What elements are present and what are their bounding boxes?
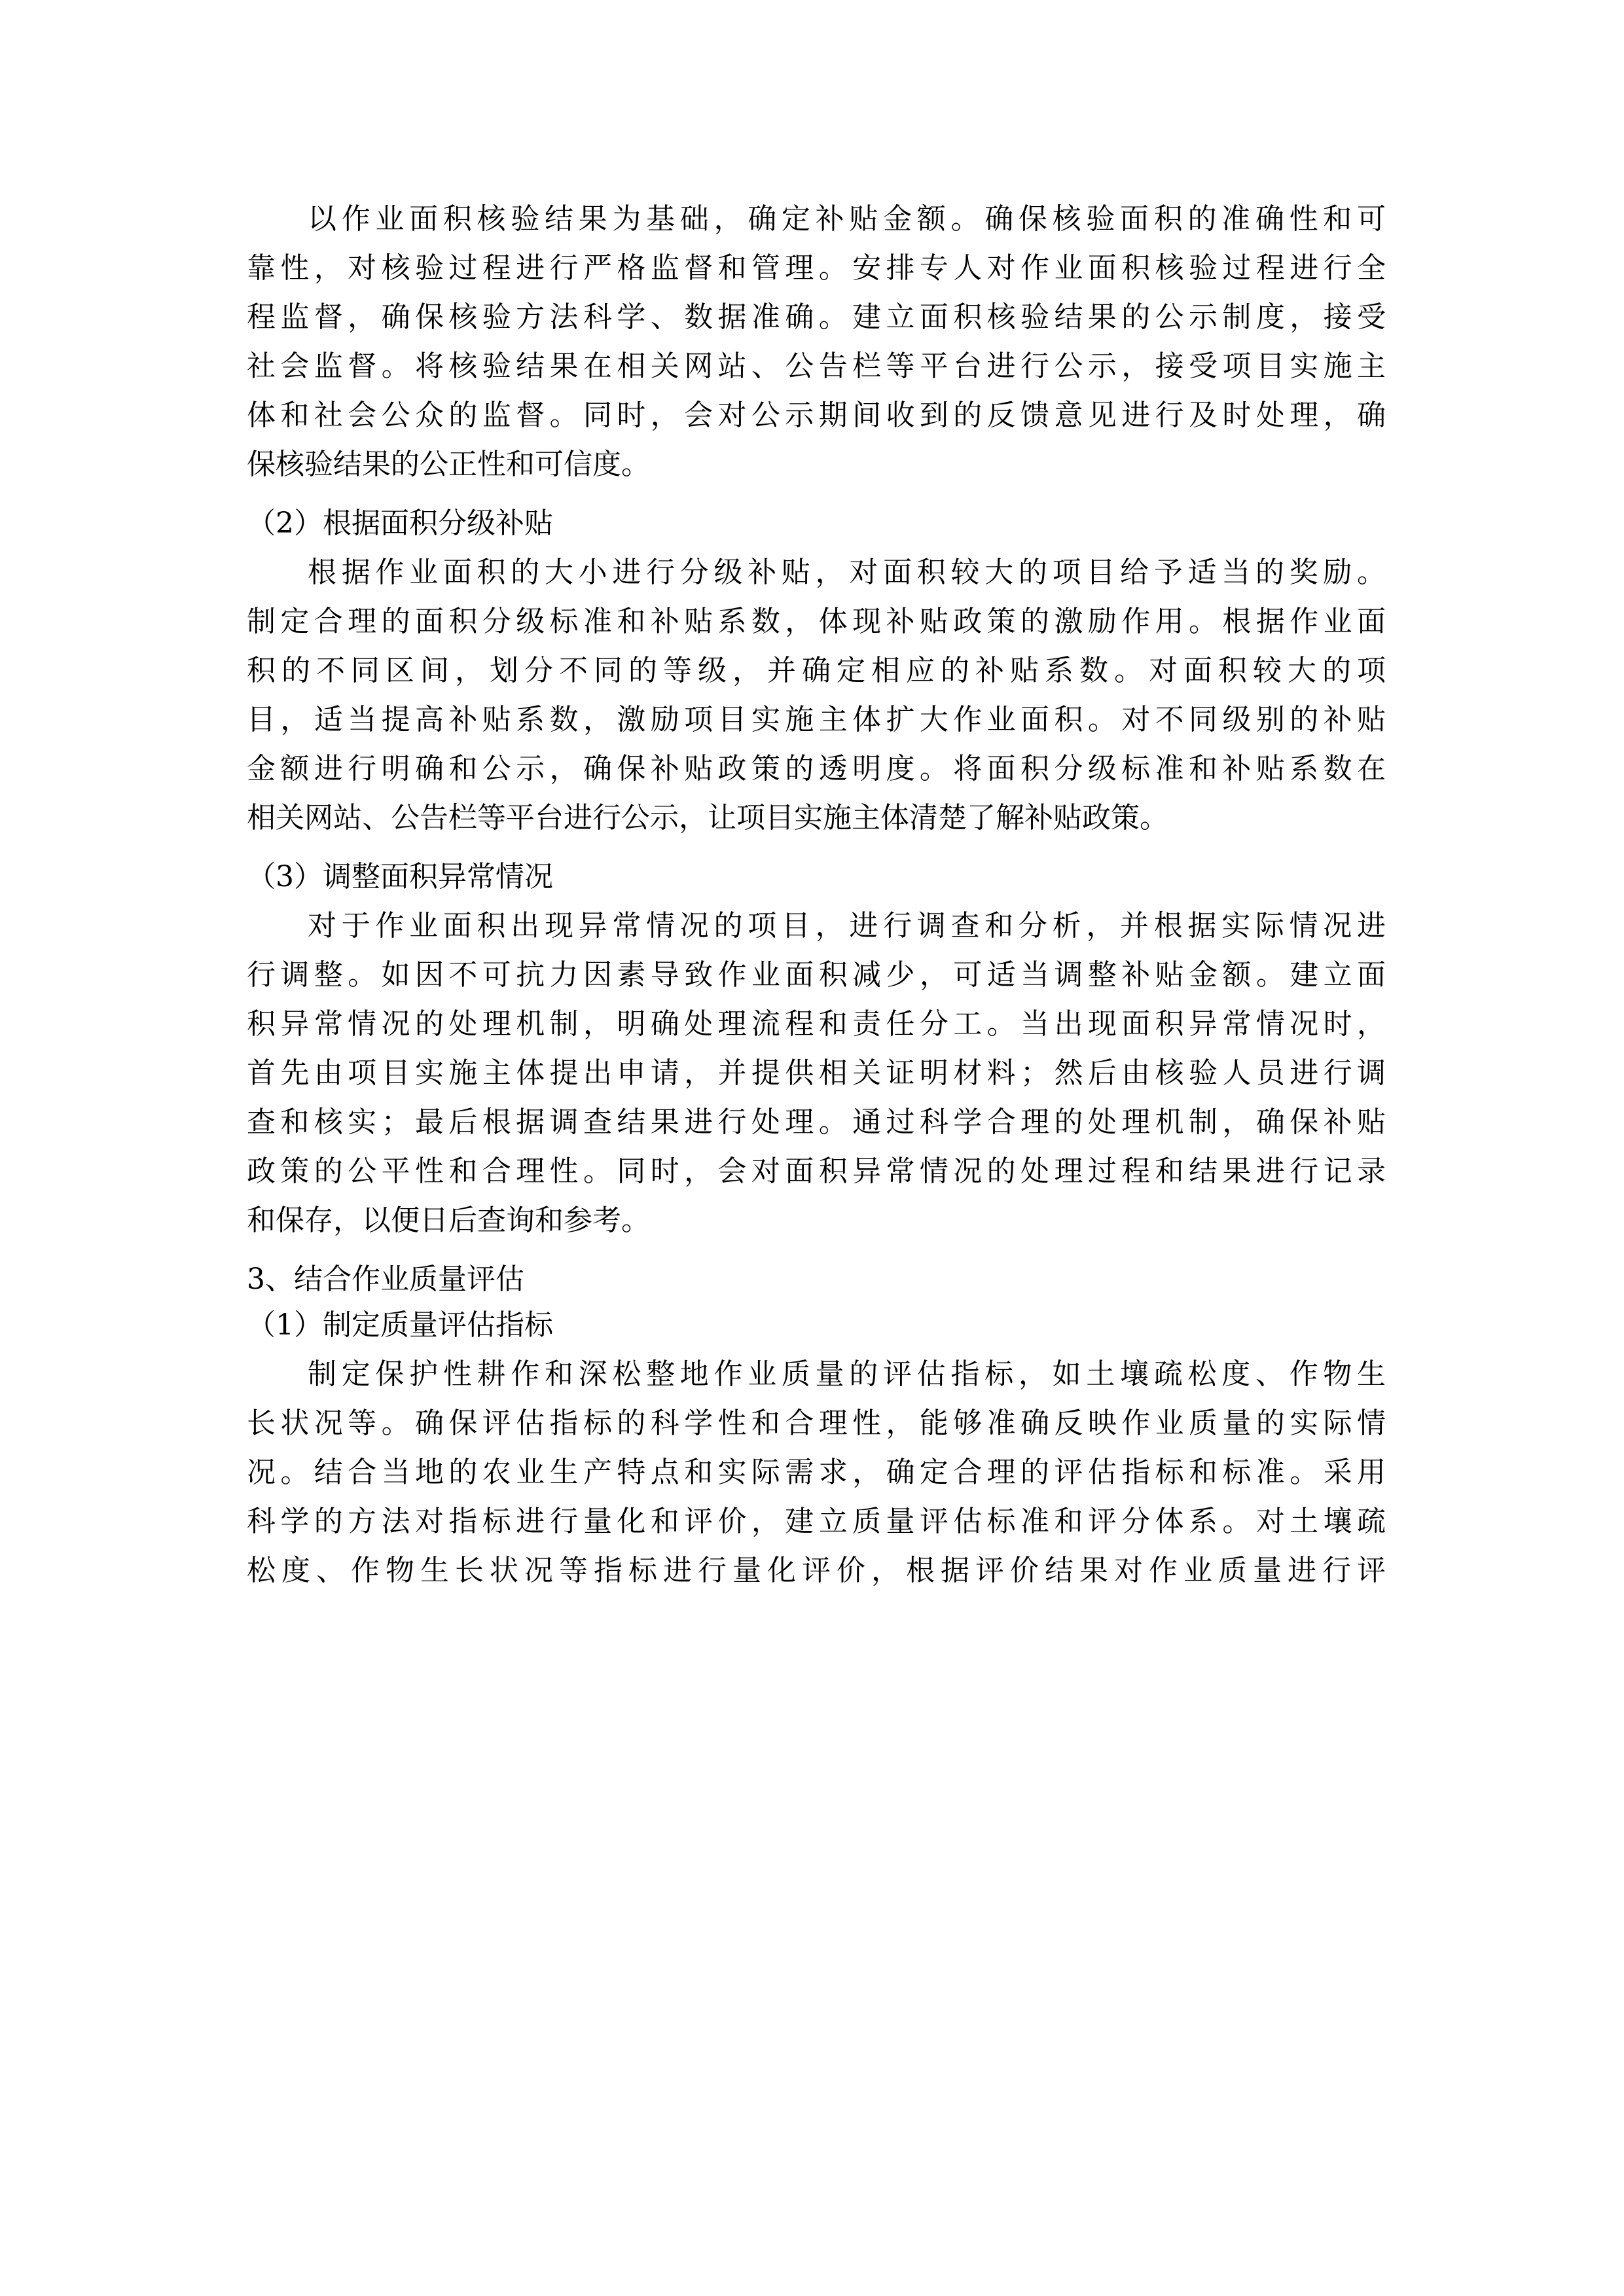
paragraph-1-line-4: 社会监督。将核验结果在相关网站、公告栏等平台进行公示，接受项目实施主 xyxy=(247,350,1386,383)
paragraph-1-line-6: 保核验结果的公正性和可信度。 xyxy=(247,448,650,481)
paragraph-3-line-2: 行调整。如因不可抗力因素导致作业面积减少，可适当调整补贴金额。建立面 xyxy=(247,958,1386,992)
paragraph-3-line-6: 政策的公平性和合理性。同时，会对面积异常情况的处理过程和结果进行记录 xyxy=(247,1155,1386,1188)
paragraph-3-line-4: 首先由项目实施主体提出申请，并提供相关证明材料；然后由核验人员进行调 xyxy=(247,1056,1386,1090)
subheading-2: （2）根据面积分级补贴 xyxy=(247,507,553,540)
paragraph-2-line-3: 积的不同区间，划分不同的等级，并确定相应的补贴系数。对面积较大的项 xyxy=(247,654,1386,687)
paragraph-2-line-6: 相关网站、公告栏等平台进行公示，让项目实施主体清楚了解补贴政策。 xyxy=(247,801,1168,834)
paragraph-4-line-5: 松度、作物生长状况等指标进行量化评价，根据评价结果对作业质量进行评 xyxy=(247,1554,1386,1587)
paragraph-2-line-2: 制定合理的面积分级标准和补贴系数，体现补贴政策的激励作用。根据作业面 xyxy=(247,605,1386,638)
paragraph-1-line-1: 以作业面积核验结果为基础，确定补贴金额。确保核验面积的准确性和可 xyxy=(308,202,1386,236)
paragraph-2-line-4: 目，适当提高补贴系数，激励项目实施主体扩大作业面积。对不同级别的补贴 xyxy=(247,703,1386,736)
section-3-title: 3、结合作业质量评估 xyxy=(247,1263,524,1296)
paragraph-3-line-5: 查和核实；最后根据调查结果进行处理。通过科学合理的处理机制，确保补贴 xyxy=(247,1105,1386,1139)
subheading-3-1: （1）制定质量评估指标 xyxy=(247,1308,553,1342)
paragraph-2-line-1: 根据作业面积的大小进行分级补贴，对面积较大的项目给予适当的奖励。 xyxy=(308,556,1386,589)
paragraph-1-line-5: 体和社会公众的监督。同时，会对公示期间收到的反馈意见进行及时处理，确 xyxy=(247,399,1386,432)
subheading-3: （3）调整面积异常情况 xyxy=(247,860,553,893)
paragraph-2-line-5: 金额进行明确和公示，确保补贴政策的透明度。将面积分级标准和补贴系数在 xyxy=(247,752,1386,785)
paragraph-3-line-3: 积异常情况的处理机制，明确处理流程和责任分工。当出现面积异常情况时， xyxy=(247,1007,1386,1041)
paragraph-3-line-7: 和保存，以便日后查询和参考。 xyxy=(247,1204,650,1237)
paragraph-1-line-2: 靠性，对核验过程进行严格监督和管理。安排专人对作业面积核验过程进行全 xyxy=(247,251,1386,285)
paragraph-4-line-2: 长状况等。确保评估指标的科学性和合理性，能够准确反映作业质量的实际情 xyxy=(247,1407,1386,1440)
paragraph-4-line-4: 科学的方法对指标进行量化和评价，建立质量评估标准和评分体系。对土壤疏 xyxy=(247,1505,1386,1538)
paragraph-1-line-3: 程监督，确保核验方法科学、数据准确。建立面积核验结果的公示制度，接受 xyxy=(247,300,1386,334)
paragraph-4-line-3: 况。结合当地的农业生产特点和实际需求，确定合理的评估指标和标准。采用 xyxy=(247,1456,1386,1489)
paragraph-3-line-1: 对于作业面积出现异常情况的项目，进行调查和分析，并根据实际情况进 xyxy=(308,909,1386,942)
paragraph-4-line-1: 制定保护性耕作和深松整地作业质量的评估指标，如土壤疏松度、作物生 xyxy=(308,1357,1386,1391)
